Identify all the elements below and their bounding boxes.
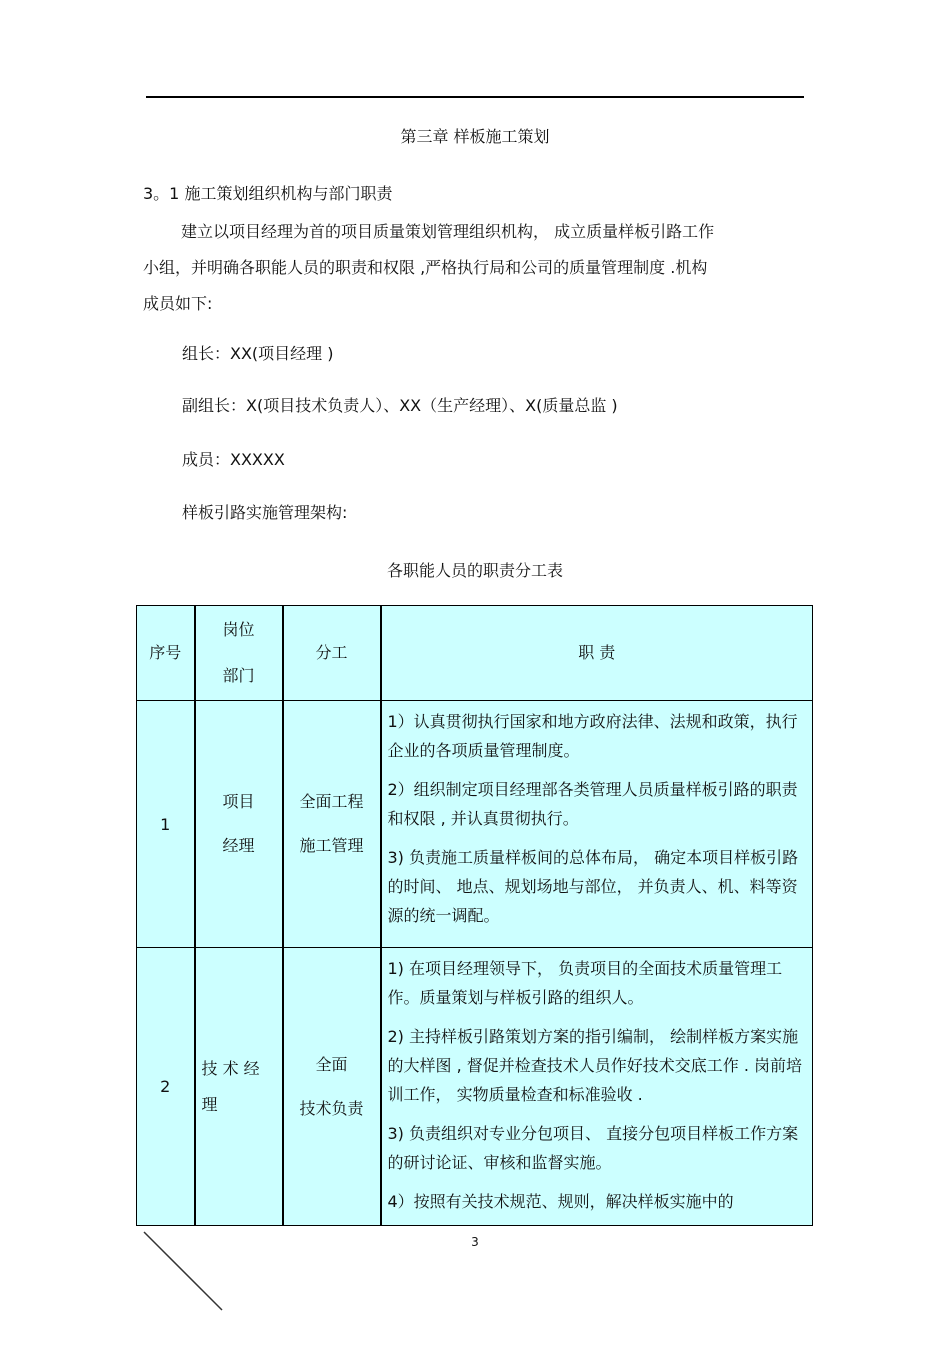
duty-item: 2）组织制定项目经理部各类管理人员质量样板引路的职责和权限 , 并认真贯彻执行。 — [387, 780, 798, 828]
table-row — [137, 701, 813, 948]
row-post — [195, 948, 283, 1226]
row-division-line1: 全面 — [315, 1054, 348, 1074]
row-division — [283, 701, 381, 948]
duty-item: 4）按照有关技术规范、规则，解决样板实施中的 — [387, 1192, 734, 1211]
row-division-line1: 全面工程 — [299, 792, 364, 811]
header-rule — [146, 96, 804, 98]
header-seq: 序号 — [137, 606, 195, 701]
framework-line: 样板引路实施管理架构: — [182, 503, 348, 522]
staff-line: 成员：XXXXX — [182, 450, 285, 469]
row-seq: 1 — [137, 701, 195, 948]
duty-item: 1）认真贯彻执行国家和地方政府法律、法规和政策，执行企业的各项质量管理制度。 — [387, 712, 798, 760]
leader-line: 组长：XX(项目经理 ) — [182, 344, 334, 363]
table-row — [137, 948, 813, 1226]
duties-table — [136, 605, 813, 1226]
chapter-title: 第三章 样板施工策划 — [400, 127, 550, 146]
intro-paragraph — [143, 214, 805, 322]
intro-line-3: 成员如下: — [143, 294, 213, 313]
row-division-line2: 技术负责 — [299, 1098, 364, 1118]
section-heading: 3。1 施工策划组织机构与部门职责 — [143, 184, 393, 203]
duty-item: 1) 在项目经理领导下， 负责项目的全面技术质量管理工作。质量策划与样板引路的组织人。 — [387, 959, 783, 1007]
duty-item: 3) 负责施工质量样板间的总体布局， 确定本项目样板引路的时间、 地点、规划场地与部位， 并负责人、机、料等资源的统一调配。 — [387, 848, 799, 925]
row-duties — [381, 701, 813, 948]
header-post-line2: 部门 — [222, 666, 255, 685]
intro-line-2: 小组，并明确各职能人员的职责和权限 ,严格执行局和公司的质量管理制度 .机构 — [143, 258, 708, 277]
duty-item: 3) 负责组织对专业分包项目、 直接分包项目样板工作方案的研讨论证、审核和监督实施。 — [387, 1124, 799, 1172]
duty-item: 2) 主持样板引路策划方案的指引编制， 绘制样板方案实施的大样图 , 督促并检查技术人员作好技术交底工作 . 岗前培训工作， 实物质量检查和标准验收 . — [387, 1027, 803, 1104]
deputy-line: 副组长：X(项目技术负责人）、XX（生产经理）、X(质量总监 ) — [182, 396, 618, 415]
row-duties — [381, 948, 813, 1226]
row-post-line2: 经理 — [222, 836, 255, 855]
row-division-line2: 施工管理 — [299, 836, 364, 855]
page-number: 3 — [471, 1235, 479, 1249]
table-title: 各职能人员的职责分工表 — [386, 561, 563, 580]
header-post — [195, 606, 283, 701]
header-duties: 职 责 — [381, 606, 813, 701]
row-seq: 2 — [137, 948, 195, 1226]
row-post-line2: 理 — [201, 1094, 218, 1114]
row-post-line1: 技 术 经 — [201, 1058, 260, 1078]
row-post — [195, 701, 283, 948]
intro-line-1: 建立以项目经理为首的项目质量策划管理组织机构， 成立质量样板引路工作 — [181, 222, 715, 241]
row-post-line1: 项目 — [222, 792, 255, 811]
header-post-line1: 岗位 — [222, 620, 255, 639]
header-division: 分工 — [283, 606, 381, 701]
row-division — [283, 948, 381, 1226]
table-header-row — [137, 606, 813, 701]
